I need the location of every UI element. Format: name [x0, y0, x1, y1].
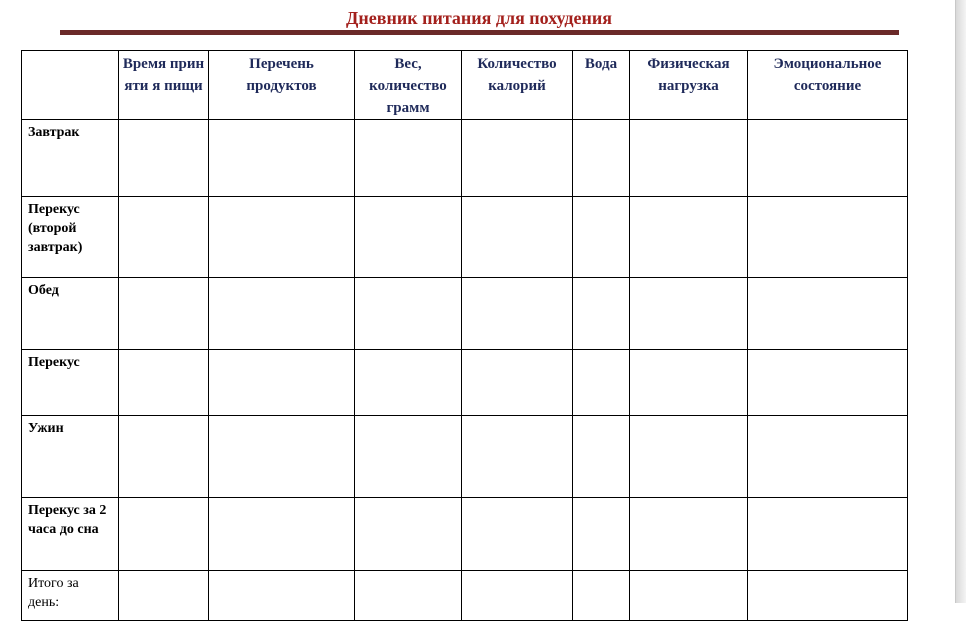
entry-cell[interactable]: [630, 571, 748, 621]
column-header-physical-activity: [630, 51, 748, 120]
row-label-text: Перекус за 2 часа до сна: [28, 503, 107, 537]
entry-cell[interactable]: [630, 498, 748, 571]
entry-cell[interactable]: [209, 197, 355, 278]
entry-cell[interactable]: [119, 498, 209, 571]
entry-cell[interactable]: [355, 571, 462, 621]
column-header-label: Перечень продуктов: [246, 56, 317, 94]
column-header-emotional-state: [748, 51, 908, 120]
table-row: [22, 278, 908, 350]
entry-cell[interactable]: [573, 197, 630, 278]
table-row: [22, 120, 908, 197]
row-label-snack: Перекус: [22, 350, 119, 416]
entry-cell[interactable]: [573, 498, 630, 571]
entry-cell[interactable]: [748, 278, 908, 350]
column-header-label: Физическая нагрузка: [647, 56, 730, 94]
entry-cell[interactable]: [748, 571, 908, 621]
entry-cell[interactable]: [462, 416, 573, 498]
entry-cell[interactable]: [630, 416, 748, 498]
entry-cell[interactable]: [573, 278, 630, 350]
entry-cell[interactable]: [209, 120, 355, 197]
entry-cell[interactable]: [119, 416, 209, 498]
entry-cell[interactable]: [462, 197, 573, 278]
entry-cell[interactable]: [630, 350, 748, 416]
food-diary-table: [21, 50, 908, 621]
entry-cell[interactable]: [209, 416, 355, 498]
entry-cell[interactable]: [748, 416, 908, 498]
entry-cell[interactable]: [462, 498, 573, 571]
entry-cell[interactable]: [748, 498, 908, 571]
row-label-dinner: Ужин: [22, 416, 119, 498]
entry-cell[interactable]: [119, 120, 209, 197]
entry-cell[interactable]: [462, 350, 573, 416]
entry-cell[interactable]: [630, 197, 748, 278]
column-header-label: Время приняти я пищи: [122, 56, 205, 94]
entry-cell[interactable]: [573, 350, 630, 416]
entry-cell[interactable]: [573, 571, 630, 621]
entry-cell[interactable]: [119, 571, 209, 621]
header-row: [22, 51, 908, 120]
table-row: [22, 571, 908, 621]
row-label-breakfast: Завтрак: [22, 120, 119, 197]
table-row: [22, 197, 908, 278]
entry-cell[interactable]: [355, 350, 462, 416]
row-label-text: Перекус (второй завтрак): [28, 202, 83, 255]
column-header-calories: [462, 51, 573, 120]
entry-cell[interactable]: [748, 350, 908, 416]
entry-cell[interactable]: [573, 120, 630, 197]
entry-cell[interactable]: [119, 197, 209, 278]
row-label-text: Итого за день:: [28, 576, 79, 610]
entry-cell[interactable]: [209, 571, 355, 621]
entry-cell[interactable]: [462, 120, 573, 197]
entry-cell[interactable]: [630, 120, 748, 197]
corner-cell: [22, 51, 119, 120]
entry-cell[interactable]: [573, 416, 630, 498]
entry-cell[interactable]: [355, 197, 462, 278]
entry-cell[interactable]: [462, 278, 573, 350]
row-label-late-snack: [22, 498, 119, 571]
table-row: [22, 498, 908, 571]
column-header-label: Вода: [584, 56, 618, 72]
row-label-daily-total: [22, 571, 119, 621]
table-row: [22, 416, 908, 498]
column-header-products: [209, 51, 355, 120]
entry-cell[interactable]: [119, 350, 209, 416]
entry-cell[interactable]: [209, 350, 355, 416]
entry-cell[interactable]: [355, 278, 462, 350]
page-edge: [955, 0, 966, 603]
column-header-meal-time: [119, 51, 209, 120]
entry-cell[interactable]: [462, 571, 573, 621]
column-header-label: Вес, количество грамм: [369, 56, 447, 116]
entry-cell[interactable]: [748, 120, 908, 197]
entry-cell[interactable]: [355, 120, 462, 197]
row-label-lunch: Обед: [22, 278, 119, 350]
column-header-water: [573, 51, 630, 120]
table-row: [22, 350, 908, 416]
column-header-weight: [355, 51, 462, 120]
row-label-second-breakfast: [22, 197, 119, 278]
entry-cell[interactable]: [119, 278, 209, 350]
entry-cell[interactable]: [355, 416, 462, 498]
entry-cell[interactable]: [355, 498, 462, 571]
column-header-label: Эмоциональное состояние: [773, 56, 882, 94]
document-title: Дневник питания для похудения: [346, 8, 612, 28]
entry-cell[interactable]: [209, 278, 355, 350]
title-divider: [60, 30, 899, 35]
entry-cell[interactable]: [630, 278, 748, 350]
column-header-label: Количество калорий: [477, 56, 557, 94]
entry-cell[interactable]: [209, 498, 355, 571]
entry-cell[interactable]: [748, 197, 908, 278]
